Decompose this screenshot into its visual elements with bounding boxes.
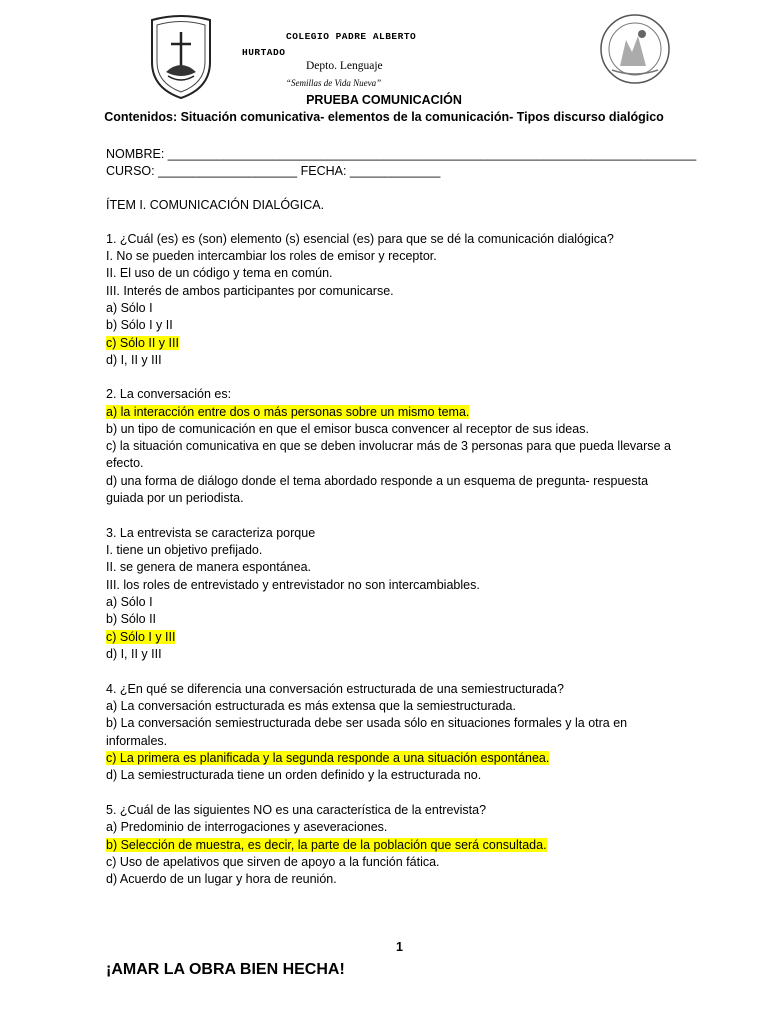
question-3-line: III. los roles de entrevistado y entrevistador no son intercambiables. [106,578,480,592]
question-4-option-b: b) La conversación semiestructurada debe ser usada sólo en situaciones formales y la otra en [106,716,628,730]
school-motto: “Semillas de Vida Nueva” [286,78,382,88]
dept-logo-right [598,12,672,86]
dept-name: Depto. Lenguaje [306,60,383,72]
nombre-field[interactable]: NOMBRE: ____________________________________________________________________________ [106,147,697,161]
question-1-option-a: a) Sólo I [106,301,153,315]
question-1-option-d: d) I, II y III [106,353,162,367]
question-1-line: III. Interés de ambos participantes por comunicarse. [106,284,394,298]
question-2-option-c: c) la situación comunicativa en que se deben involucrar más de 3 personas para que pueda llevarse a [106,439,671,453]
question-3-option-c-highlighted: c) Sólo I y III [106,630,176,644]
question-5-option-a: a) Predominio de interrogaciones y aseveraciones. [106,820,388,834]
question-1-line: II. El uso de un código y tema en común. [106,266,333,280]
question-5-option-b-highlighted: b) Selección de muestra, es decir, la parte de la población que será consultada. [106,838,547,852]
question-4-prompt: 4. ¿En qué se diferencia una conversación estructurada de una semiestructurada? [106,682,564,696]
question-5-prompt: 5. ¿Cuál de las siguientes NO es una característica de la entrevista? [106,803,487,817]
question-3-line: II. se genera de manera espontánea. [106,560,312,574]
school-name-line2: HURTADO [242,47,286,58]
question-1-line: I. No se pueden intercambiar los roles de emisor y receptor. [106,249,437,263]
question-4-option-b-cont: informales. [106,734,168,748]
question-2-option-c-cont: efecto. [106,456,144,470]
item-title: ÍTEM I. COMUNICACIÓN DIALÓGICA. [106,198,325,212]
question-4-option-a: a) La conversación estructurada es más extensa que la semiestructurada. [106,699,516,713]
page-number: 1 [396,940,403,954]
question-5-option-c: c) Uso de apelativos que sirven de apoyo a la función fática. [106,855,440,869]
question-5-option-d: d) Acuerdo de un lugar y hora de reunión. [106,872,337,886]
question-1-prompt: 1. ¿Cuál (es) es (son) elemento (s) esencial (es) para que se dé la comunicación dialógica? [106,232,614,246]
school-name-line1: COLEGIO PADRE ALBERTO [286,31,417,42]
page-title: PRUEBA COMUNICACIÓN [306,93,462,107]
question-2-option-b: b) un tipo de comunicación en que el emisor busca convencer al receptor de sus ideas. [106,422,589,436]
question-4-option-d: d) La semiestructurada tiene un orden definido y la estructurada no. [106,768,482,782]
school-logo-left [148,14,214,100]
question-2-option-d: d) una forma de diálogo donde el tema abordado responde a un esquema de pregunta- respuesta [106,474,649,488]
footer-slogan: ¡AMAR LA OBRA BIEN HECHA! [106,961,345,978]
question-3-line: I. tiene un objetivo prefijado. [106,543,263,557]
question-4-option-c-highlighted: c) La primera es planificada y la segunda responde a una situación espontánea. [106,751,550,765]
question-3-option-d: d) I, II y III [106,647,162,661]
question-1-option-b: b) Sólo I y II [106,318,173,332]
question-3-option-a: a) Sólo I [106,595,153,609]
question-1-option-c-highlighted: c) Sólo II y III [106,336,179,350]
question-3-option-b: b) Sólo II [106,612,157,626]
question-2-option-a-highlighted: a) la interacción entre dos o más personas sobre un mismo tema. [106,405,470,419]
question-2-option-d-cont: guiada por un periodista. [106,491,244,505]
question-2-prompt: 2. La conversación es: [106,387,232,401]
curso-fecha-field[interactable]: CURSO: ____________________ FECHA: _____________ [106,164,441,178]
contents-line: Contenidos: Situación comunicativa- elementos de la comunicación- Tipos discurso dialógico [104,110,664,124]
question-3-prompt: 3. La entrevista se caracteriza porque [106,526,316,540]
